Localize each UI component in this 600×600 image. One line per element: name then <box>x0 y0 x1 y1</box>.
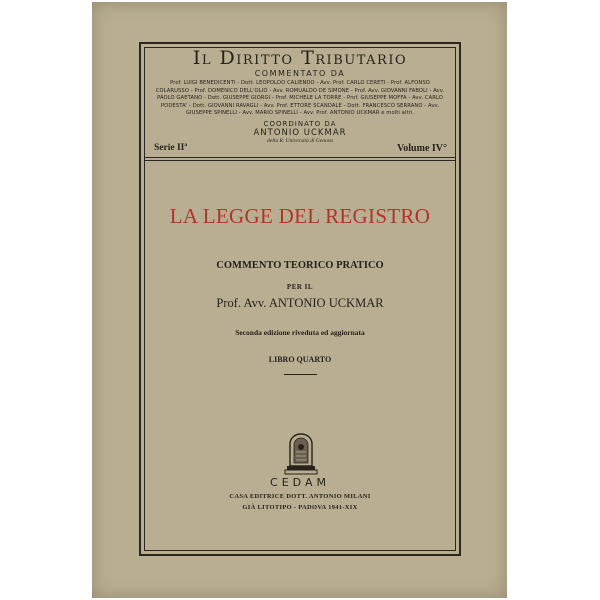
header-divider <box>144 157 456 158</box>
book-part: LIBRO QUARTO <box>268 355 332 364</box>
book-subtitle: COMMENTO TEORICO PRATICO <box>216 260 384 271</box>
publisher-imprint: CASA EDITRICE DOTT. ANTONIO MILANI <box>229 493 371 500</box>
publisher-emblem-icon <box>284 432 318 476</box>
coordinator-affiliation: della R. Università di Genova <box>267 138 333 144</box>
coordinato-label: COORDINATO DA <box>263 120 337 128</box>
book-author: Prof. Avv. ANTONIO UCKMAR <box>216 296 384 310</box>
coordinator-name: ANTONIO UCKMAR <box>253 128 347 138</box>
header-divider-second <box>144 160 456 161</box>
series-title: Il Diritto Tributario <box>192 47 408 69</box>
per-il-label: PER IL <box>286 283 314 291</box>
publisher-name: CEDAM <box>270 476 330 489</box>
edition-note: Seconda edizione riveduta ed aggiornata <box>235 328 365 337</box>
contributors-list: Prof. LUIGI BENEDICENTI - Dott. LEOPOLDO CALIENDO - Avv. Prof. CARLO CERETI - Prof. ALFONSO COLARUSSO - Prof. DOMENICO DELL'OLIO - Avv. ROMUALDO DE SIMONE - Prof. Avv. GIOVANNI FABOLI - Avv. PAOLO GAETANO - Dott. GIUSEPPE GIORGI - Prof. MICHELE LA TORRE - Prof. GIUSEPPE MOFFA - Avv. CARLO PODESTA' - Dott. GIOVANNI RAVAGLI - Avv. Prof. ETTORE SCANDALE - Dott. FRANCESCO SERRANO - Avv. GIUSEPPE SPINELLI - Avv. MARIO SPINELLI - Avv. Prof. ANTONIO UCKMAR e molti altri. <box>155 80 445 117</box>
part-rule <box>284 374 317 375</box>
volume-number: Volume IV° <box>396 143 447 154</box>
publisher-location-year: GIÀ LITOTIPO - PADOVA 1941-XIX <box>242 504 358 511</box>
book-cover <box>92 2 507 598</box>
commentato-label: COMMENTATO DA <box>254 69 346 78</box>
book-title: LA LEGGE DEL REGISTRO <box>169 204 431 228</box>
series-number: Serie IIª <box>154 143 188 153</box>
